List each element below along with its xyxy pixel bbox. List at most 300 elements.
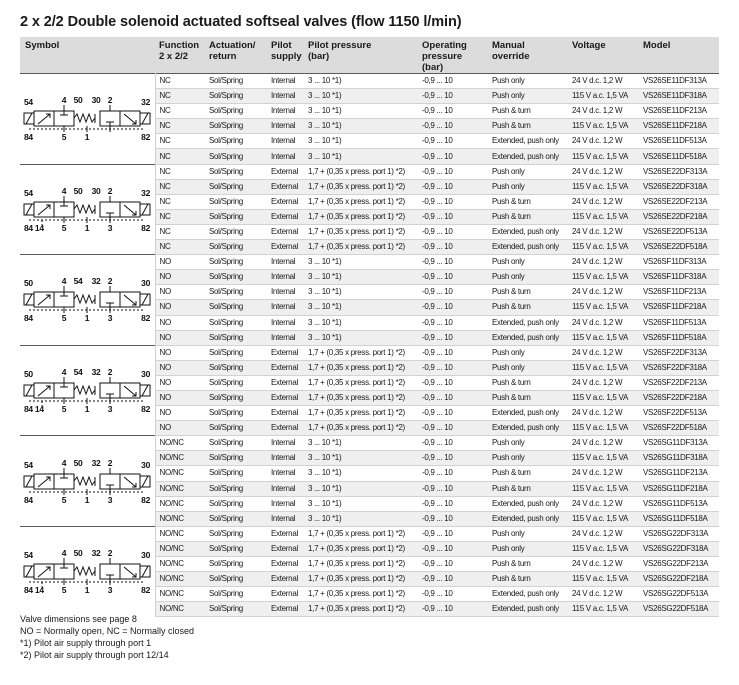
cell-manual-override: Extended, push only xyxy=(488,587,568,602)
cell-pilot-pressure: 1,7 + (0,35 x press. port 1) *2) xyxy=(304,602,418,617)
footnotes xyxy=(20,613,194,661)
port-label: 4 xyxy=(62,367,67,377)
cell-actuation: Sol/Spring xyxy=(205,330,267,345)
cell-voltage: 24 V d.c. 1,2 W xyxy=(568,194,639,209)
cell-voltage: 24 V d.c. 1,2 W xyxy=(568,74,639,89)
cell-pilot-pressure: 3 ... 10 *1) xyxy=(304,466,418,481)
cell-function: NO xyxy=(155,255,205,270)
cell-function: NO xyxy=(155,406,205,421)
cell-actuation: Sol/Spring xyxy=(205,270,267,285)
cell-operating-pressure: -0,9 ... 10 xyxy=(418,285,488,300)
cell-actuation: Sol/Spring xyxy=(205,89,267,104)
port-label: 2 xyxy=(108,96,113,106)
cell-pilot-pressure: 1,7 + (0,35 x press. port 1) *2) xyxy=(304,360,418,375)
cell-pilot-supply: External xyxy=(267,209,304,224)
cell-manual-override: Push & turn xyxy=(488,300,568,315)
port-label: 82 xyxy=(141,222,151,232)
cell-actuation: Sol/Spring xyxy=(205,209,267,224)
cell-manual-override: Push & turn xyxy=(488,557,568,572)
cell-pilot-supply: External xyxy=(267,164,304,179)
cell-operating-pressure: -0,9 ... 10 xyxy=(418,375,488,390)
port-label: 5 xyxy=(62,313,67,323)
cell-pilot-pressure: 1,7 + (0,35 x press. port 1) *2) xyxy=(304,240,418,255)
table-row xyxy=(20,164,719,179)
port-label: 30 xyxy=(91,96,101,106)
cell-pilot-supply: Internal xyxy=(267,466,304,481)
cell-voltage: 24 V d.c. 1,2 W xyxy=(568,526,639,541)
header-model: Model xyxy=(639,37,719,74)
cell-pilot-supply: Internal xyxy=(267,255,304,270)
cell-manual-override: Push only xyxy=(488,345,568,360)
cell-pilot-pressure: 1,7 + (0,35 x press. port 1) *2) xyxy=(304,572,418,587)
cell-function: NO xyxy=(155,285,205,300)
cell-model: VS26SE22DF218A xyxy=(639,209,719,224)
cell-function: NO/NC xyxy=(155,511,205,526)
cell-function: NO/NC xyxy=(155,541,205,556)
cell-operating-pressure: -0,9 ... 10 xyxy=(418,270,488,285)
cell-manual-override: Push only xyxy=(488,179,568,194)
cell-function: NC xyxy=(155,164,205,179)
cell-model: VS26SE22DF313A xyxy=(639,164,719,179)
cell-actuation: Sol/Spring xyxy=(205,375,267,390)
valve-symbol-icon xyxy=(20,459,154,504)
cell-pilot-pressure: 3 ... 10 *1) xyxy=(304,285,418,300)
cell-model: VS26SF22DF218A xyxy=(639,390,719,405)
cell-actuation: Sol/Spring xyxy=(205,285,267,300)
cell-pilot-pressure: 3 ... 10 *1) xyxy=(304,270,418,285)
cell-actuation: Sol/Spring xyxy=(205,255,267,270)
cell-model: VS26SF11DF218A xyxy=(639,300,719,315)
port-label: 4 xyxy=(62,458,67,468)
cell-actuation: Sol/Spring xyxy=(205,360,267,375)
cell-pilot-pressure: 1,7 + (0,35 x press. port 1) *2) xyxy=(304,587,418,602)
cell-pilot-pressure: 3 ... 10 *1) xyxy=(304,74,418,89)
cell-voltage: 115 V a.c. 1,5 VA xyxy=(568,89,639,104)
cell-operating-pressure: -0,9 ... 10 xyxy=(418,360,488,375)
cell-model: VS26SG22DF513A xyxy=(639,587,719,602)
cell-model: VS26SF22DF213A xyxy=(639,375,719,390)
table-row xyxy=(20,526,719,541)
cell-pilot-supply: External xyxy=(267,572,304,587)
cell-manual-override: Push & turn xyxy=(488,572,568,587)
cell-pilot-supply: Internal xyxy=(267,89,304,104)
cell-pilot-supply: Internal xyxy=(267,119,304,134)
cell-operating-pressure: -0,9 ... 10 xyxy=(418,390,488,405)
cell-operating-pressure: -0,9 ... 10 xyxy=(418,406,488,421)
cell-function: NO xyxy=(155,345,205,360)
cell-pilot-pressure: 1,7 + (0,35 x press. port 1) *2) xyxy=(304,390,418,405)
cell-manual-override: Extended, push only xyxy=(488,240,568,255)
cell-pilot-supply: Internal xyxy=(267,270,304,285)
cell-voltage: 115 V a.c. 1,5 VA xyxy=(568,209,639,224)
cell-manual-override: Extended, push only xyxy=(488,421,568,436)
port-label: 54 xyxy=(24,550,34,561)
valve-symbol-icon xyxy=(20,368,154,413)
cell-operating-pressure: -0,9 ... 10 xyxy=(418,481,488,496)
cell-model: VS26SG11DF218A xyxy=(639,481,719,496)
table-row xyxy=(20,436,719,451)
cell-function: NO xyxy=(155,375,205,390)
cell-model: VS26SF22DF313A xyxy=(639,345,719,360)
symbol-cell xyxy=(20,255,155,346)
cell-manual-override: Extended, push only xyxy=(488,149,568,164)
cell-actuation: Sol/Spring xyxy=(205,74,267,89)
cell-operating-pressure: -0,9 ... 10 xyxy=(418,300,488,315)
cell-operating-pressure: -0,9 ... 10 xyxy=(418,572,488,587)
port-label: 84 14 xyxy=(24,222,45,232)
cell-operating-pressure: -0,9 ... 10 xyxy=(418,240,488,255)
cell-actuation: Sol/Spring xyxy=(205,134,267,149)
header-function: Function 2 x 2/2 xyxy=(155,37,205,74)
cell-manual-override: Extended, push only xyxy=(488,406,568,421)
cell-manual-override: Push only xyxy=(488,451,568,466)
cell-actuation: Sol/Spring xyxy=(205,526,267,541)
cell-function: NO xyxy=(155,421,205,436)
symbol-cell xyxy=(20,436,155,527)
cell-model: VS26SG11DF518A xyxy=(639,511,719,526)
port-label: 4 xyxy=(62,277,67,287)
port-label: 32 xyxy=(141,187,151,198)
cell-pilot-pressure: 3 ... 10 *1) xyxy=(304,496,418,511)
cell-function: NO/NC xyxy=(155,557,205,572)
cell-manual-override: Push & turn xyxy=(488,285,568,300)
cell-voltage: 115 V a.c. 1,5 VA xyxy=(568,421,639,436)
cell-voltage: 115 V a.c. 1,5 VA xyxy=(568,119,639,134)
cell-pilot-supply: External xyxy=(267,390,304,405)
cell-manual-override: Extended, push only xyxy=(488,496,568,511)
cell-manual-override: Push only xyxy=(488,526,568,541)
cell-operating-pressure: -0,9 ... 10 xyxy=(418,526,488,541)
cell-operating-pressure: -0,9 ... 10 xyxy=(418,74,488,89)
cell-pilot-supply: Internal xyxy=(267,451,304,466)
footnote: NO = Normally open, NC = Normally closed xyxy=(20,626,195,636)
cell-operating-pressure: -0,9 ... 10 xyxy=(418,602,488,617)
cell-actuation: Sol/Spring xyxy=(205,345,267,360)
cell-pilot-pressure: 1,7 + (0,35 x press. port 1) *2) xyxy=(304,179,418,194)
symbol-cell xyxy=(20,345,155,436)
cell-manual-override: Push & turn xyxy=(488,375,568,390)
symbol-cell xyxy=(20,164,155,255)
cell-pilot-pressure: 3 ... 10 *1) xyxy=(304,134,418,149)
cell-operating-pressure: -0,9 ... 10 xyxy=(418,89,488,104)
port-label: 82 xyxy=(141,132,151,142)
cell-actuation: Sol/Spring xyxy=(205,436,267,451)
cell-model: VS26SF22DF518A xyxy=(639,421,719,436)
header-pilot-pressure: Pilot pressure (bar) xyxy=(304,37,418,74)
cell-manual-override: Push & turn xyxy=(488,104,568,119)
cell-actuation: Sol/Spring xyxy=(205,602,267,617)
cell-model: VS26SE22DF318A xyxy=(639,179,719,194)
port-label: 4 xyxy=(62,549,67,559)
cell-manual-override: Push only xyxy=(488,89,568,104)
cell-model: VS26SE11DF318A xyxy=(639,89,719,104)
cell-manual-override: Push & turn xyxy=(488,194,568,209)
cell-pilot-supply: Internal xyxy=(267,74,304,89)
cell-voltage: 24 V d.c. 1,2 W xyxy=(568,104,639,119)
symbol-cell xyxy=(20,74,155,165)
cell-operating-pressure: -0,9 ... 10 xyxy=(418,511,488,526)
port-label: 5 xyxy=(62,132,67,142)
cell-pilot-supply: External xyxy=(267,406,304,421)
table-row xyxy=(20,74,719,89)
cell-function: NO/NC xyxy=(155,572,205,587)
cell-pilot-supply: Internal xyxy=(267,134,304,149)
cell-function: NC xyxy=(155,74,205,89)
port-label: 32 xyxy=(91,458,101,468)
cell-voltage: 24 V d.c. 1,2 W xyxy=(568,285,639,300)
cell-voltage: 24 V d.c. 1,2 W xyxy=(568,255,639,270)
cell-voltage: 115 V a.c. 1,5 VA xyxy=(568,390,639,405)
cell-model: VS26SE11DF513A xyxy=(639,134,719,149)
port-label: 5 xyxy=(62,585,67,595)
cell-pilot-pressure: 1,7 + (0,35 x press. port 1) *2) xyxy=(304,406,418,421)
cell-pilot-pressure: 3 ... 10 *1) xyxy=(304,481,418,496)
cell-manual-override: Push only xyxy=(488,270,568,285)
port-label: 1 xyxy=(85,403,90,413)
table-row xyxy=(20,345,719,360)
cell-function: NC xyxy=(155,179,205,194)
cell-function: NO/NC xyxy=(155,587,205,602)
cell-voltage: 24 V d.c. 1,2 W xyxy=(568,466,639,481)
cell-manual-override: Push only xyxy=(488,164,568,179)
cell-voltage: 115 V a.c. 1,5 VA xyxy=(568,572,639,587)
cell-function: NC xyxy=(155,119,205,134)
cell-voltage: 24 V d.c. 1,2 W xyxy=(568,496,639,511)
cell-pilot-pressure: 3 ... 10 *1) xyxy=(304,300,418,315)
cell-function: NO/NC xyxy=(155,451,205,466)
cell-function: NC xyxy=(155,89,205,104)
port-label: 1 xyxy=(85,585,90,595)
cell-manual-override: Push & turn xyxy=(488,390,568,405)
cell-pilot-supply: External xyxy=(267,587,304,602)
cell-pilot-pressure: 1,7 + (0,35 x press. port 1) *2) xyxy=(304,209,418,224)
port-label: 5 xyxy=(62,403,67,413)
port-label: 30 xyxy=(141,459,151,470)
cell-operating-pressure: -0,9 ... 10 xyxy=(418,436,488,451)
cell-pilot-pressure: 3 ... 10 *1) xyxy=(304,149,418,164)
cell-operating-pressure: -0,9 ... 10 xyxy=(418,345,488,360)
cell-model: VS26SE22DF513A xyxy=(639,224,719,239)
port-label: 54 xyxy=(73,277,83,287)
port-label: 54 xyxy=(24,459,34,470)
port-label: 2 xyxy=(108,458,113,468)
valve-symbol-icon xyxy=(20,549,154,594)
port-label: 3 xyxy=(108,585,113,595)
cell-pilot-supply: Internal xyxy=(267,315,304,330)
cell-model: VS26SE11DF213A xyxy=(639,104,719,119)
cell-actuation: Sol/Spring xyxy=(205,164,267,179)
cell-pilot-supply: Internal xyxy=(267,496,304,511)
cell-pilot-supply: External xyxy=(267,541,304,556)
cell-function: NO/NC xyxy=(155,602,205,617)
cell-voltage: 24 V d.c. 1,2 W xyxy=(568,224,639,239)
port-label: 84 xyxy=(24,313,34,323)
cell-operating-pressure: -0,9 ... 10 xyxy=(418,315,488,330)
cell-pilot-supply: Internal xyxy=(267,300,304,315)
cell-voltage: 24 V d.c. 1,2 W xyxy=(568,164,639,179)
cell-manual-override: Push only xyxy=(488,541,568,556)
cell-model: VS26SG22DF318A xyxy=(639,541,719,556)
port-label: 5 xyxy=(62,494,67,504)
cell-voltage: 24 V d.c. 1,2 W xyxy=(568,436,639,451)
cell-model: VS26SG22DF313A xyxy=(639,526,719,541)
cell-pilot-pressure: 3 ... 10 *1) xyxy=(304,511,418,526)
port-label: 1 xyxy=(85,222,90,232)
cell-model: VS26SG22DF213A xyxy=(639,557,719,572)
cell-pilot-pressure: 3 ... 10 *1) xyxy=(304,436,418,451)
cell-pilot-supply: External xyxy=(267,421,304,436)
cell-pilot-pressure: 1,7 + (0,35 x press. port 1) *2) xyxy=(304,541,418,556)
port-label: 84 14 xyxy=(24,403,45,413)
port-label: 30 xyxy=(91,186,101,196)
port-label: 82 xyxy=(141,313,151,323)
cell-actuation: Sol/Spring xyxy=(205,315,267,330)
cell-actuation: Sol/Spring xyxy=(205,587,267,602)
port-label: 54 xyxy=(73,367,83,377)
cell-pilot-pressure: 3 ... 10 *1) xyxy=(304,315,418,330)
cell-manual-override: Extended, push only xyxy=(488,330,568,345)
cell-pilot-pressure: 1,7 + (0,35 x press. port 1) *2) xyxy=(304,164,418,179)
cell-manual-override: Push & turn xyxy=(488,466,568,481)
cell-actuation: Sol/Spring xyxy=(205,179,267,194)
cell-pilot-pressure: 1,7 + (0,35 x press. port 1) *2) xyxy=(304,526,418,541)
cell-function: NO/NC xyxy=(155,496,205,511)
cell-pilot-supply: External xyxy=(267,557,304,572)
port-label: 2 xyxy=(108,367,113,377)
footnote: *1) Pilot air supply through port 1 xyxy=(20,638,152,648)
cell-voltage: 24 V d.c. 1,2 W xyxy=(568,345,639,360)
cell-pilot-pressure: 1,7 + (0,35 x press. port 1) *2) xyxy=(304,375,418,390)
cell-voltage: 24 V d.c. 1,2 W xyxy=(568,315,639,330)
footnote: Valve dimensions see page 8 xyxy=(20,614,137,624)
cell-pilot-supply: External xyxy=(267,345,304,360)
cell-pilot-supply: External xyxy=(267,240,304,255)
cell-pilot-pressure: 1,7 + (0,35 x press. port 1) *2) xyxy=(304,557,418,572)
port-label: 82 xyxy=(141,494,151,504)
cell-model: VS26SG22DF218A xyxy=(639,572,719,587)
cell-operating-pressure: -0,9 ... 10 xyxy=(418,255,488,270)
cell-voltage: 115 V a.c. 1,5 VA xyxy=(568,270,639,285)
cell-function: NO xyxy=(155,315,205,330)
port-label: 30 xyxy=(141,550,151,561)
cell-voltage: 115 V a.c. 1,5 VA xyxy=(568,149,639,164)
cell-manual-override: Push only xyxy=(488,255,568,270)
cell-function: NC xyxy=(155,240,205,255)
cell-pilot-pressure: 1,7 + (0,35 x press. port 1) *2) xyxy=(304,224,418,239)
valve-symbol-icon xyxy=(20,96,154,141)
cell-model: VS26SF11DF318A xyxy=(639,270,719,285)
header-manual-override: Manual override xyxy=(488,37,568,74)
cell-voltage: 115 V a.c. 1,5 VA xyxy=(568,360,639,375)
cell-pilot-supply: External xyxy=(267,602,304,617)
cell-actuation: Sol/Spring xyxy=(205,466,267,481)
valve-symbol-icon xyxy=(20,187,154,232)
cell-model: VS26SF22DF318A xyxy=(639,360,719,375)
cell-operating-pressure: -0,9 ... 10 xyxy=(418,119,488,134)
cell-voltage: 115 V a.c. 1,5 VA xyxy=(568,451,639,466)
port-label: 1 xyxy=(85,494,90,504)
cell-actuation: Sol/Spring xyxy=(205,240,267,255)
cell-manual-override: Extended, push only xyxy=(488,224,568,239)
port-label: 5 xyxy=(62,222,67,232)
cell-operating-pressure: -0,9 ... 10 xyxy=(418,557,488,572)
port-label: 3 xyxy=(108,313,113,323)
cell-function: NO/NC xyxy=(155,436,205,451)
cell-voltage: 115 V a.c. 1,5 VA xyxy=(568,602,639,617)
port-label: 54 xyxy=(24,97,34,108)
cell-function: NO xyxy=(155,360,205,375)
cell-actuation: Sol/Spring xyxy=(205,104,267,119)
cell-actuation: Sol/Spring xyxy=(205,149,267,164)
cell-pilot-pressure: 1,7 + (0,35 x press. port 1) *2) xyxy=(304,421,418,436)
cell-pilot-supply: Internal xyxy=(267,330,304,345)
port-label: 84 xyxy=(24,132,34,142)
port-label: 30 xyxy=(141,368,151,379)
port-label: 32 xyxy=(91,367,101,377)
port-label: 50 xyxy=(73,549,83,559)
cell-model: VS26SE11DF518A xyxy=(639,149,719,164)
port-label: 82 xyxy=(141,585,151,595)
cell-operating-pressure: -0,9 ... 10 xyxy=(418,194,488,209)
port-label: 32 xyxy=(141,97,151,108)
port-label: 3 xyxy=(108,222,113,232)
port-label: 84 14 xyxy=(24,585,45,595)
cell-function: NO/NC xyxy=(155,526,205,541)
port-label: 50 xyxy=(24,278,34,289)
cell-model: VS26SF11DF518A xyxy=(639,330,719,345)
cell-pilot-supply: External xyxy=(267,526,304,541)
cell-actuation: Sol/Spring xyxy=(205,224,267,239)
cell-voltage: 115 V a.c. 1,5 VA xyxy=(568,511,639,526)
cell-function: NO xyxy=(155,300,205,315)
port-label: 2 xyxy=(108,277,113,287)
cell-operating-pressure: -0,9 ... 10 xyxy=(418,134,488,149)
port-label: 50 xyxy=(24,368,34,379)
cell-operating-pressure: -0,9 ... 10 xyxy=(418,330,488,345)
cell-function: NC xyxy=(155,209,205,224)
port-label: 50 xyxy=(73,96,83,106)
cell-pilot-supply: External xyxy=(267,224,304,239)
port-label: 32 xyxy=(91,549,101,559)
port-label: 2 xyxy=(108,186,113,196)
cell-operating-pressure: -0,9 ... 10 xyxy=(418,179,488,194)
cell-pilot-supply: Internal xyxy=(267,511,304,526)
table-header-row xyxy=(20,37,719,74)
cell-manual-override: Extended, push only xyxy=(488,602,568,617)
cell-pilot-supply: Internal xyxy=(267,104,304,119)
cell-function: NO/NC xyxy=(155,481,205,496)
page-title: 2 x 2/2 Double solenoid actuated softseal valves (flow 1150 l/min) xyxy=(20,14,462,30)
cell-operating-pressure: -0,9 ... 10 xyxy=(418,451,488,466)
cell-pilot-pressure: 3 ... 10 *1) xyxy=(304,104,418,119)
cell-actuation: Sol/Spring xyxy=(205,300,267,315)
cell-model: VS26SG11DF318A xyxy=(639,451,719,466)
header-symbol: Symbol xyxy=(20,37,155,74)
cell-pilot-supply: External xyxy=(267,194,304,209)
port-label: 84 xyxy=(24,494,34,504)
cell-voltage: 115 V a.c. 1,5 VA xyxy=(568,481,639,496)
cell-operating-pressure: -0,9 ... 10 xyxy=(418,466,488,481)
table-row xyxy=(20,255,719,270)
cell-function: NO/NC xyxy=(155,466,205,481)
cell-voltage: 115 V a.c. 1,5 VA xyxy=(568,300,639,315)
cell-model: VS26SE11DF313A xyxy=(639,74,719,89)
cell-actuation: Sol/Spring xyxy=(205,451,267,466)
header-pilot-supply: Pilot supply xyxy=(267,37,304,74)
cell-operating-pressure: -0,9 ... 10 xyxy=(418,164,488,179)
cell-actuation: Sol/Spring xyxy=(205,541,267,556)
cell-pilot-supply: Internal xyxy=(267,436,304,451)
